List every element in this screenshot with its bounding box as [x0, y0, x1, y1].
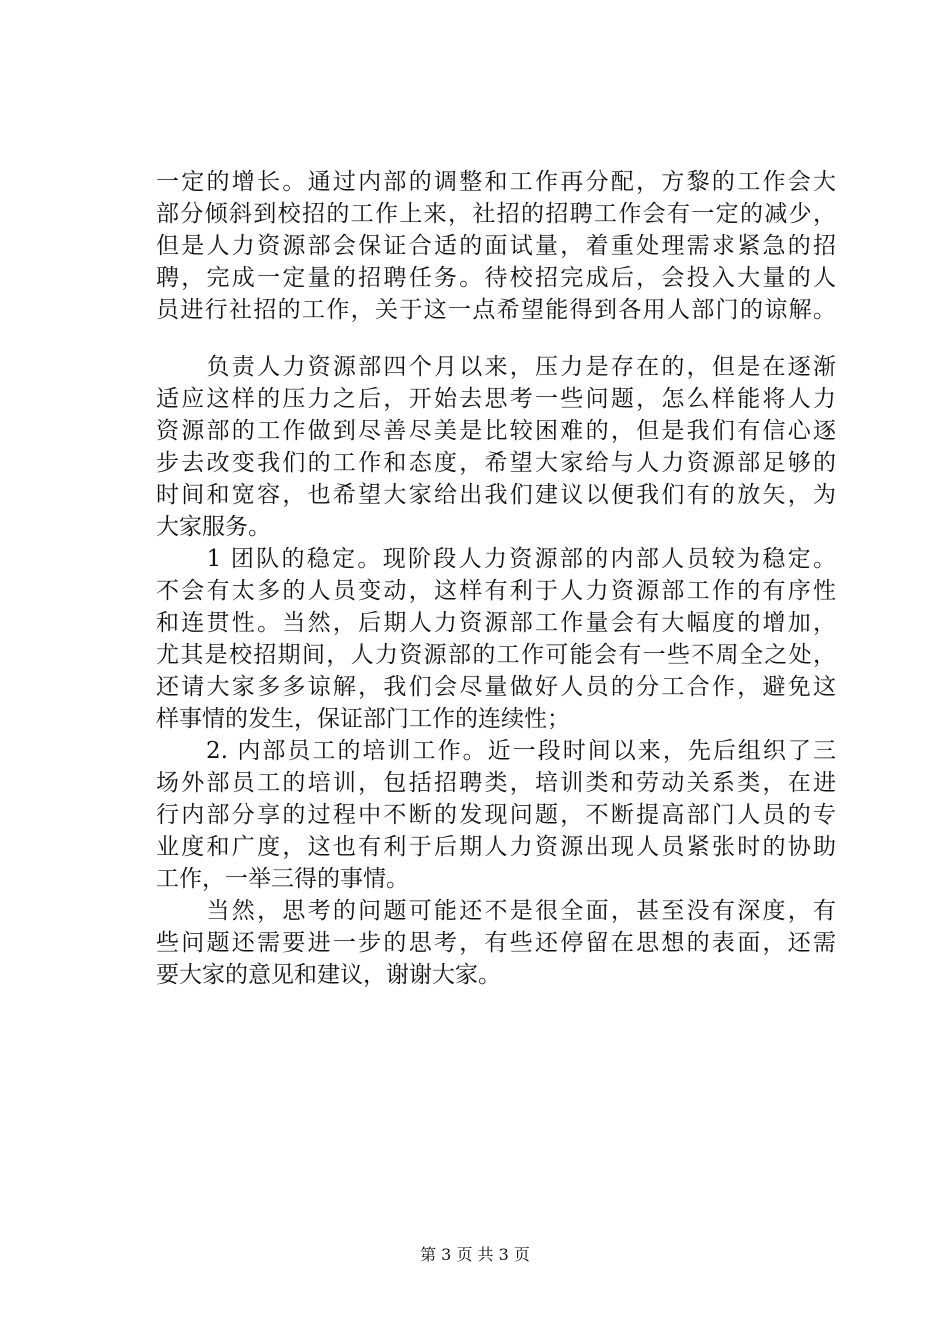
paragraph-1	[156, 166, 836, 326]
text-line: 场外部员工的培训，包括招聘类，培训类和劳动关系类，在进	[156, 770, 836, 796]
text-line: 但是人力资源部会保证合适的面试量，着重处理需求紧急的招	[156, 233, 836, 259]
text-line: 业度和广度，这也有利于后期人力资源出现人员紧张时的协助	[156, 834, 836, 860]
text-line: 时间和宽容，也希望大家给出我们建议以便我们有的放矢，为	[156, 482, 836, 508]
paragraph-5	[156, 895, 836, 991]
paragraph-4	[156, 735, 836, 895]
text-line: 员进行社招的工作，关于这一点希望能得到各用人部门的谅解。	[156, 297, 836, 323]
text-line: 些问题还需要进一步的思考，有些还停留在思想的表面，还需	[156, 930, 836, 956]
text-line: 聘，完成一定量的招聘任务。待校招完成后，会投入大量的人	[156, 265, 836, 291]
text-line: 行内部分享的过程中不断的发现问题，不断提高部门人员的专	[156, 802, 836, 828]
text-line: 步去改变我们的工作和态度，希望大家给与人力资源部足够的	[156, 450, 836, 476]
page-footer	[0, 1244, 950, 1266]
text-line: 适应这样的压力之后，开始去思考一些问题，怎么样能将人力	[156, 386, 836, 412]
page-number: 第 3 页 共 3 页	[420, 1245, 530, 1264]
text-line: 样事情的发生，保证部门工作的连续性；	[156, 706, 570, 732]
text-line: 负责人力资源部四个月以来，压力是存在的，但是在逐渐	[156, 354, 836, 380]
text-line: 要大家的意见和建议，谢谢大家。	[156, 962, 501, 988]
text-line: 大家服务。	[156, 514, 271, 540]
paragraph-3	[156, 543, 836, 735]
paragraph-2	[156, 351, 836, 543]
text-line: 1 团队的稳定。现阶段人力资源部的内部人员较为稳定。	[156, 546, 836, 572]
text-line: 2. 内部员工的培训工作。近一段时间以来，先后组织了三	[156, 738, 836, 764]
text-line: 当然，思考的问题可能还不是很全面，甚至没有深度，有	[156, 898, 836, 924]
text-line: 尤其是校招期间，人力资源部的工作可能会有一些不周全之处，	[156, 642, 836, 668]
text-line: 资源部的工作做到尽善尽美是比较困难的，但是我们有信心逐	[156, 418, 836, 444]
text-line: 工作，一举三得的事情。	[156, 866, 409, 892]
text-line: 不会有太多的人员变动，这样有利于人力资源部工作的有序性	[156, 578, 836, 604]
document-body	[156, 166, 836, 991]
text-line: 和连贯性。当然，后期人力资源部工作量会有大幅度的增加，	[156, 610, 836, 636]
paragraph-gap	[156, 326, 836, 351]
text-line: 一定的增长。通过内部的调整和工作再分配，方黎的工作会大	[156, 169, 836, 195]
text-line: 还请大家多多谅解，我们会尽量做好人员的分工合作，避免这	[156, 674, 836, 700]
text-line: 部分倾斜到校招的工作上来，社招的招聘工作会有一定的减少，	[156, 201, 836, 227]
